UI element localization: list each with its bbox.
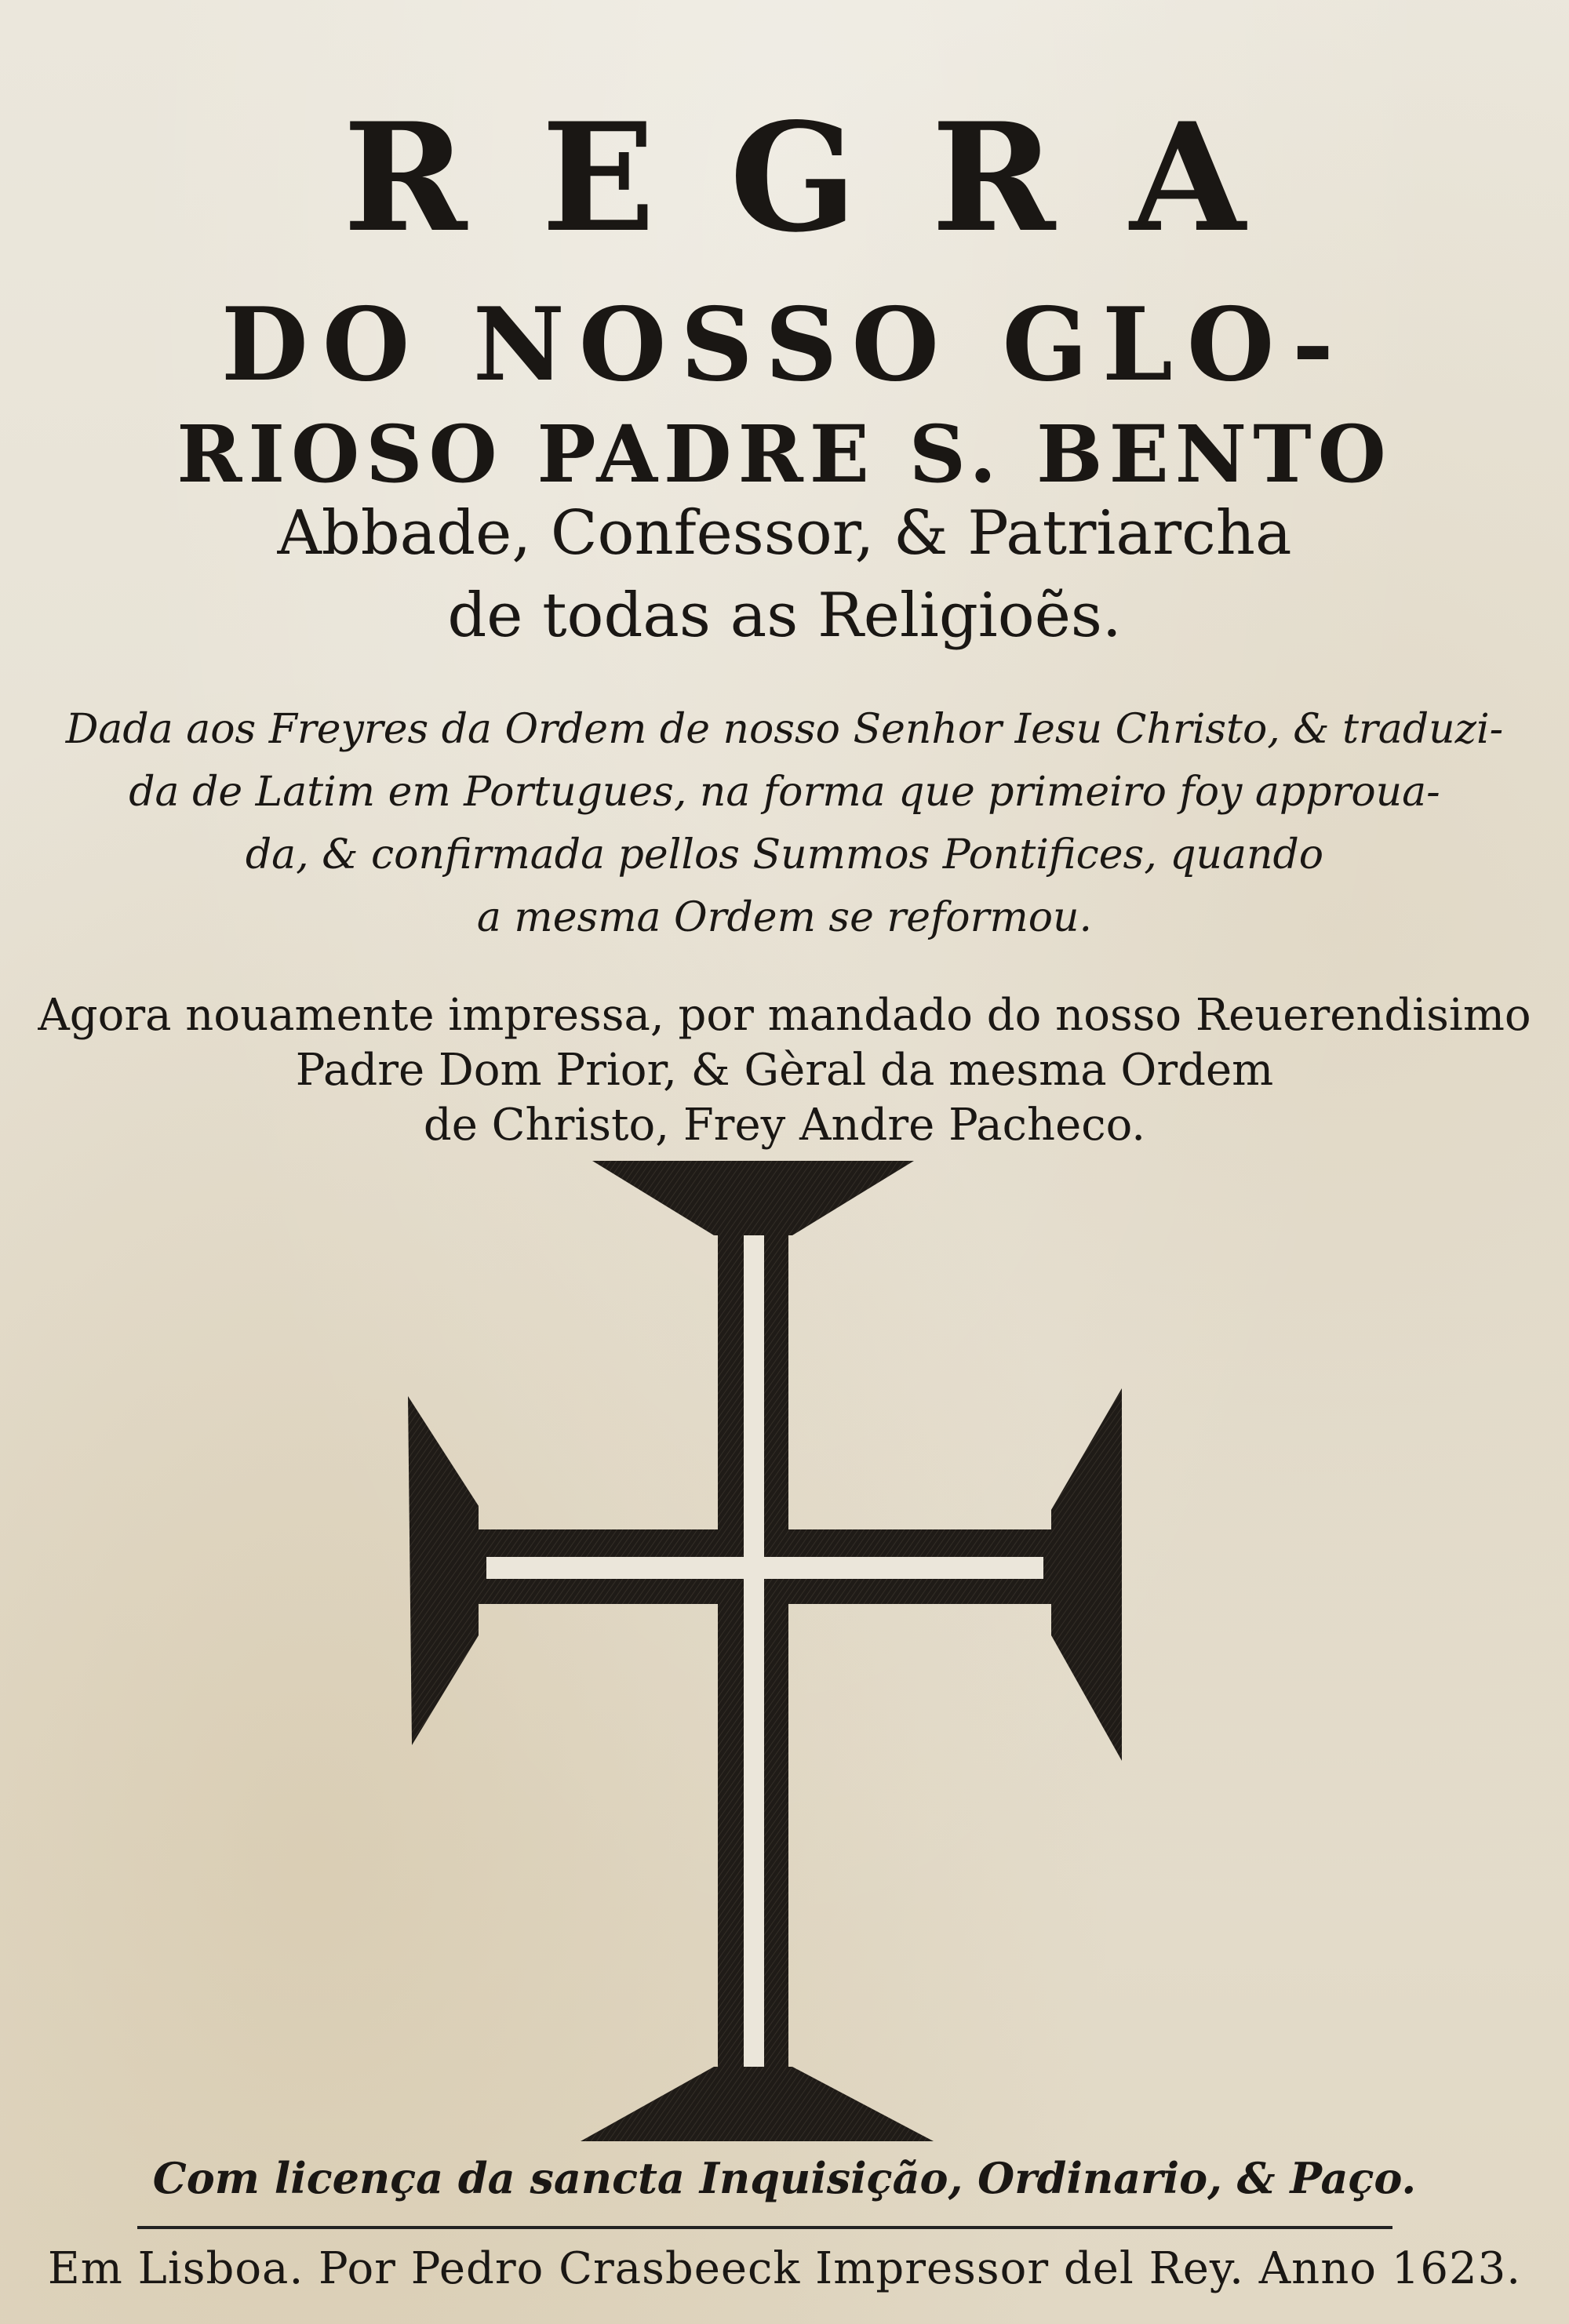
license-line: Com licença da sancta Inquisição, Ordinario, & Paço. bbox=[152, 2153, 1417, 2203]
title-line-2: DO NOSSO GLO- bbox=[220, 286, 1349, 404]
title-line-5: de todas as Religioẽs. bbox=[447, 580, 1122, 651]
cross-right-arm bbox=[1051, 1388, 1122, 1761]
cross-bottom-arm bbox=[581, 2067, 934, 2141]
subtitle-line: da de Latim em Portugues, na forma que primeiro foy approua- bbox=[129, 769, 1440, 816]
commission-line: Padre Dom Prior, & Gèral da mesma Ordem bbox=[295, 1045, 1274, 1096]
imprint-divider bbox=[137, 2226, 1392, 2229]
cross-left-arm bbox=[408, 1396, 479, 1745]
cross-emblem-icon bbox=[392, 1161, 1138, 2141]
subtitle-line: da, & confirmada pellos Summos Pontifices, quando bbox=[245, 831, 1324, 878]
title-line-3: RIOSO PADRE S. BENTO bbox=[177, 408, 1392, 500]
title-line-4: Abbade, Confessor, & Patriarcha bbox=[277, 498, 1292, 569]
subtitle-line: a mesma Ordem se reformou. bbox=[476, 894, 1093, 941]
commission-line: de Christo, Frey Andre Pacheco. bbox=[423, 1100, 1146, 1151]
title-regra: REGRA bbox=[343, 90, 1320, 265]
imprint-line: Em Lisboa. Por Pedro Crasbeeck Impressor del Rey. Anno 1623. bbox=[47, 2243, 1522, 2294]
commission-line: Agora nouamente impressa, por mandado do nosso Reuerendisimo bbox=[38, 990, 1531, 1041]
subtitle-line: Dada aos Freyres da Ordem de nosso Senhor Iesu Christo, & traduzi- bbox=[65, 706, 1504, 753]
cross-top-arm bbox=[592, 1161, 914, 1235]
